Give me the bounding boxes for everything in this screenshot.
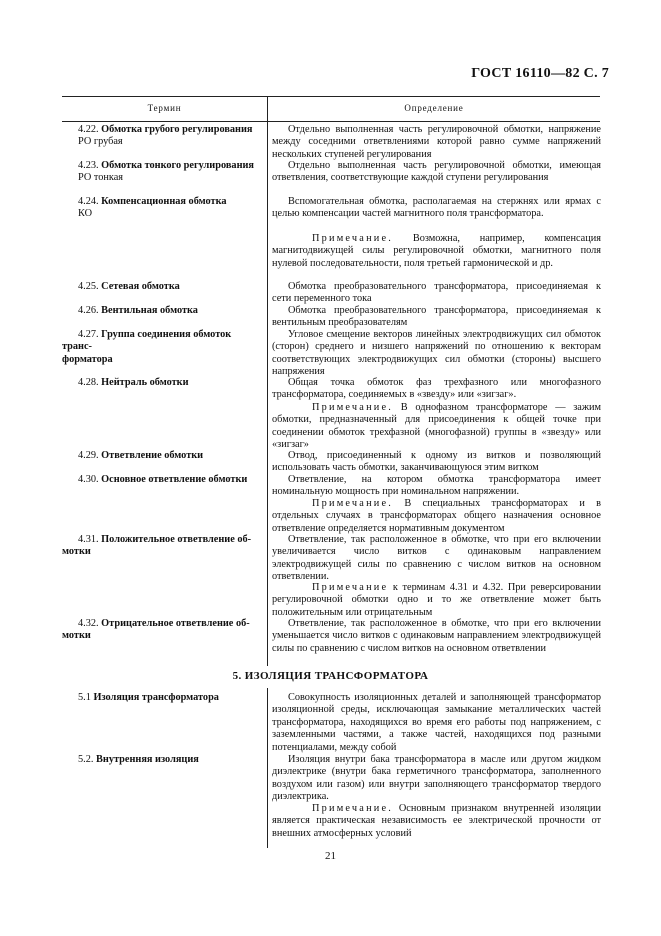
page-number: 21	[325, 850, 336, 862]
definition-4-32: Ответвление, так расположенное в обмотке, что при его включении уменьшается число витков с одинаковым направлением электродвижущей силы по сравнению с числом витков на основном ответвлении	[272, 618, 601, 654]
term-4-28: 4.28. Нейтраль обмотки	[78, 377, 189, 388]
note-4-30: Примечание. В специальных трансформаторах и в отдельных случаях в трансформаторах общего назначения основное ответвление определяется нормативным документом	[272, 498, 601, 534]
note-5-2: Примечание. Основным признаком внутренней изоляции является практическая независимость ее электрической прочности от внешних атмосферных условий	[272, 803, 601, 839]
term-4-29: 4.29. Ответвление обмотки	[78, 450, 204, 461]
definition-4-27: Угловое смещение векторов линейных электродвижущих сил обмоток (сторон) среднего и низшего напряжений по отношению к векторам соответствующих электродвижущих сил обмотки (стороны) высшего напряжения	[272, 329, 601, 378]
term-5-1: 5.1 Изоляция трансформатора	[78, 692, 219, 703]
section-title: 5. ИЗОЛЯЦИЯ ТРАНСФОРМАТОРА	[232, 670, 429, 682]
column-divider	[267, 120, 268, 666]
term-4-23: 4.23. Обмотка тонкого регулирования РО тонкая	[78, 160, 255, 184]
standard-header: ГОСТ 16110—82 С. 7	[471, 66, 609, 81]
note-4-31: Примечание к терминам 4.31 и 4.32. При реверсировании регулировочной обмотки одно и то же ответвление может быть положительным или отрицательным	[272, 582, 602, 618]
definition-5-1: Совокупность изоляционных деталей и заполняющей трансформатор изоляционной среды, исключающая замыкание металлических частей трансформатора, находящихся во время его работы под напряжением, с заземленными частями, а также частей, находящихся под разными потенциалами, между собой	[272, 692, 601, 753]
definition-4-24: Вспомогательная обмотка, располагаемая на стержнях или ярмах с целью компенсации частей магнитного поля трансформатора.	[272, 196, 601, 220]
term-4-22: 4.22. Обмотка грубого регулирования РО грубая	[78, 124, 253, 148]
definition-4-29: Отвод, присоединенный к одному из витков и позволяющий использовать часть обмотки, заканчивающуюся этим витком	[272, 450, 601, 474]
term-5-2: 5.2. Внутренняя изоляция	[78, 754, 199, 765]
definition-4-25: Обмотка преобразовательного трансформатора, присоединяемая к сети переменного тока	[272, 281, 601, 305]
column-header-term: Термин	[147, 103, 182, 113]
term-4-24: 4.24. Компенсационная обмотка КО	[78, 196, 227, 220]
term-4-26: 4.26. Вентильная обмотка	[78, 305, 198, 316]
definition-4-26: Обмотка преобразовательного трансформатора, присоединяемая к вентильным преобразователям	[272, 305, 601, 329]
term-4-31: 4.31. Положительное ответвление об- мотки	[62, 534, 252, 558]
definition-4-23: Отдельно выполненная часть регулировочной обмотки, имеющая ответвления, соответствующие каждой ступени регулирования	[272, 160, 601, 184]
term-4-25: 4.25. Сетевая обмотка	[78, 281, 180, 292]
definition-4-30: Ответвление, на котором обмотка трансформатора имеет номинальную мощность при номинальном напряжении.	[272, 474, 601, 498]
column-divider	[267, 688, 268, 848]
note-4-28: Примечание. В однофазном трансформаторе — зажим обмотки, предназначенный для присоединения к общей точке при соединении обмоток трехфазной (многофазной) группы в «звезду» или «зигзаг»	[272, 402, 602, 451]
definition-4-31: Ответвление, так расположенное в обмотке, что при его включении увеличивается число витков с одинаковым направлением электродвижущей силы по сравнению с числом витков на основном ответвлении.	[272, 534, 601, 583]
term-4-30: 4.30. Основное ответвление обмотки	[78, 474, 248, 485]
term-4-27: 4.27. Группа соединения обмоток транс- форматора	[62, 329, 232, 365]
note-4-24: Примечание. Возможна, например, компенсация магнитодвижущей силы регулировочной обмотки, магнитного поля нулевой последовательности, поля третьей гармонической и др.	[272, 233, 602, 269]
table-header	[62, 96, 600, 122]
column-header-definition: Определение	[404, 103, 464, 113]
definition-5-2: Изоляция внутри бака трансформатора в масле или другом жидком диэлектрике (внутри бака герметичного трансформатора, заполненного воздухом или газом) или внутри заполняющего трансформатор твердого диэлектрика.	[272, 754, 601, 803]
definition-4-22: Отдельно выполненная часть регулировочной обмотки, напряжение между соседними ответвлениями которой равно сумме напряжений нескольких ступеней регулирования	[272, 124, 601, 160]
term-4-32: 4.32. Отрицательное ответвление об- мотки	[62, 618, 250, 642]
definition-4-28: Общая точка обмоток фаз трехфазного или многофазного трансформатора, соединяемых в «звезду» или «зигзаг».	[272, 377, 601, 401]
